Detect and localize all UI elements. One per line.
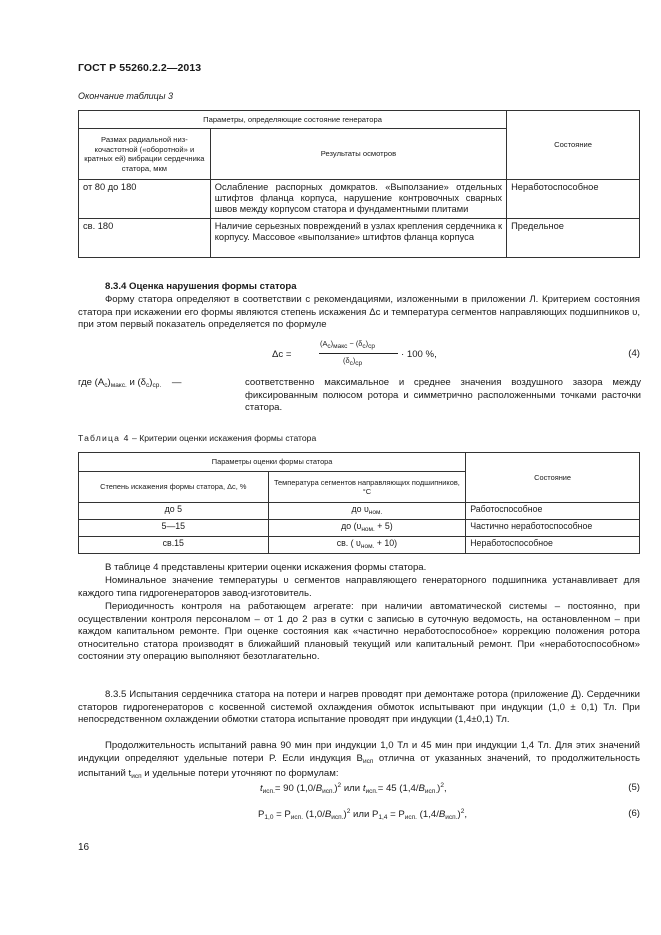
- table4-cell-temperature: до $(\upsilon_{ном.} + 5)$: [268, 520, 466, 537]
- table4-cell-distortion: до 5: [79, 503, 269, 520]
- table4-col-temperature-header: Температура сегментов направляющих подшипников, °С: [268, 472, 466, 503]
- table-row: [79, 180, 640, 219]
- table4-cell-state: Работоспособное: [466, 503, 640, 520]
- table3-cell-state: Предельное: [507, 219, 640, 258]
- paragraph: Периодичность контроля на работающем агрегате: при наличии автоматической системы – постоянно, при осуществлении контроля персоналом – от 1 до 2 раз в сутки с записью в суточную ведомость, на остановленном – при каждом капитальном ремонте. При оценке состояния как «частично неработоспособное» коррекцию положения ротора относительно статора производят в ближайший плановый текущий или капитальный ремонт. При «неработоспособном» состоянии эту операцию выполняют безотлагательно.: [78, 601, 640, 663]
- section-heading: 8.3.4 Оценка нарушения формы статора: [105, 281, 297, 292]
- document-code: ГОСТ Р 55260.2.2—2013: [78, 62, 202, 74]
- formula4-numerator: (Ac)макс − (δc)ср: [320, 339, 375, 350]
- table4-cell-temperature: до $\upsilon_{ном.}$: [268, 503, 466, 520]
- table4-cell-temperature: св. ( $\upsilon_{ном.} + 10$): [268, 537, 466, 554]
- paragraph: Номинальное значение температуры υ сегментов направляющего генераторного подшипника устанавливает для каждого типа гидрогенераторов завод-изготовитель.: [78, 575, 640, 599]
- paragraph: Форму статора определяют в соответствии с рекомендациями, изложенными в приложении Л. Критерием состояния статора при искажении его формы являются степень искажения Δc и температура сегментов направляющих подшипников υ, при этом первый показатель определяется по формуле: [78, 294, 640, 331]
- formula4-fraction-bar: [319, 353, 398, 354]
- table3-col-state-header: Состояние: [507, 111, 640, 180]
- table4-cell-distortion: 5—15: [79, 520, 269, 537]
- table3-cell-range: св. 180: [79, 219, 211, 258]
- table4-cell-distortion: св.15: [79, 537, 269, 554]
- table-row: [79, 219, 640, 258]
- formula4-number: (4): [628, 348, 640, 359]
- table3-cell-range: от 80 до 180: [79, 180, 211, 219]
- table-row: [79, 520, 640, 537]
- formula6: $P_{1,0} = P_{исп.}$ $(1,0/B_{исп.})^2$ или $P_{1,4} = P_{исп.}$ $(1,4/B_{исп.})^2$,: [258, 808, 467, 821]
- table4-cell-state: Неработоспособное: [466, 537, 640, 554]
- formula4-lhs: Δc =: [272, 349, 292, 360]
- paragraph: Продолжительность испытаний равна 90 мин при индукции 1,0 Тл и 45 мин при индукции 1,4 Тл. Для этих значений индукции определяют удельные потери P. Если индукция $B_{исп}$ отлична от указанных значений, то продолжительность испытаний $t_{исп}$ и удельные потери уточняют по формулам:: [78, 740, 640, 781]
- table3-cell-result: Наличие серьезных повреждений в узлах крепления сердечника к корпусу. Массовое «выползание» штифтов фланца корпуса: [210, 219, 506, 258]
- formula6-number: (6): [628, 808, 640, 819]
- formula4-where-text: соответственно максимальное и среднее значения воздушного зазора между фиксированным полюсом ротора и симметрично расположенными точками расточки статора.: [245, 377, 641, 414]
- formula5: $t_{исп.}= 90$ $(1,0/B_{исп.})^2$ или $t_{исп.}= 45$ $(1,4/B_{исп.})^2$,: [260, 782, 447, 795]
- table-row: [79, 537, 640, 554]
- table4-col-distortion-header: Степень искажения формы статора, Δc, %: [79, 472, 269, 503]
- table4-col-state-header: Состояние: [466, 453, 640, 503]
- table3-cell-state: Неработоспособное: [507, 180, 640, 219]
- paragraph: В таблице 4 представлены критерии оценки искажения формы статора.: [105, 562, 427, 573]
- formula4-tail: · 100 %,: [401, 349, 437, 360]
- table3-col-results-header: Результаты осмотров: [210, 129, 506, 180]
- table3: [78, 110, 640, 258]
- paragraph: 8.3.5 Испытания сердечника статора на потери и нагрев проводят при демонтаже ротора (приложение Д). Сердечники статоров гидрогенераторов с косвенной системой охлаждения обмоток испытывают при индукции (1,0 ± 0,1) Тл. При непосредственном охлаждении обмотки статора испытание проводят при индукции (1,4±0,1) Тл.: [78, 689, 640, 726]
- table-row: [79, 503, 640, 520]
- table4-group-header: Параметры оценки формы статора: [79, 453, 466, 472]
- formula5-number: (5): [628, 782, 640, 793]
- formula4-where-label: где $(A_c)_{макс.}$ и $(\delta_c)_{ср.}$ —: [78, 377, 182, 389]
- table3-group-header: Параметры, определяющие состояние генератора: [79, 111, 507, 129]
- table4-caption: Таблица 4 – Критерии оценки искажения формы статора: [78, 433, 317, 443]
- table3-caption: Окончание таблицы 3: [78, 91, 173, 101]
- table3-col-vibration-header: Размах радиальной низкочастотной («оборотной» и кратных ей) вибрации сердечника статора, мкм: [79, 129, 211, 180]
- table4-cell-state: Частично неработоспособное: [466, 520, 640, 537]
- table3-cell-result: Ослабление распорных домкратов. «Выползание» отдельных штифтов фланца корпуса, нарушение контровочных сварных швов между корпусом статора и фундаментными плитами: [210, 180, 506, 219]
- page-number: 16: [78, 842, 90, 853]
- table4: [78, 452, 640, 554]
- formula4-denominator: (δc)ср: [343, 356, 363, 367]
